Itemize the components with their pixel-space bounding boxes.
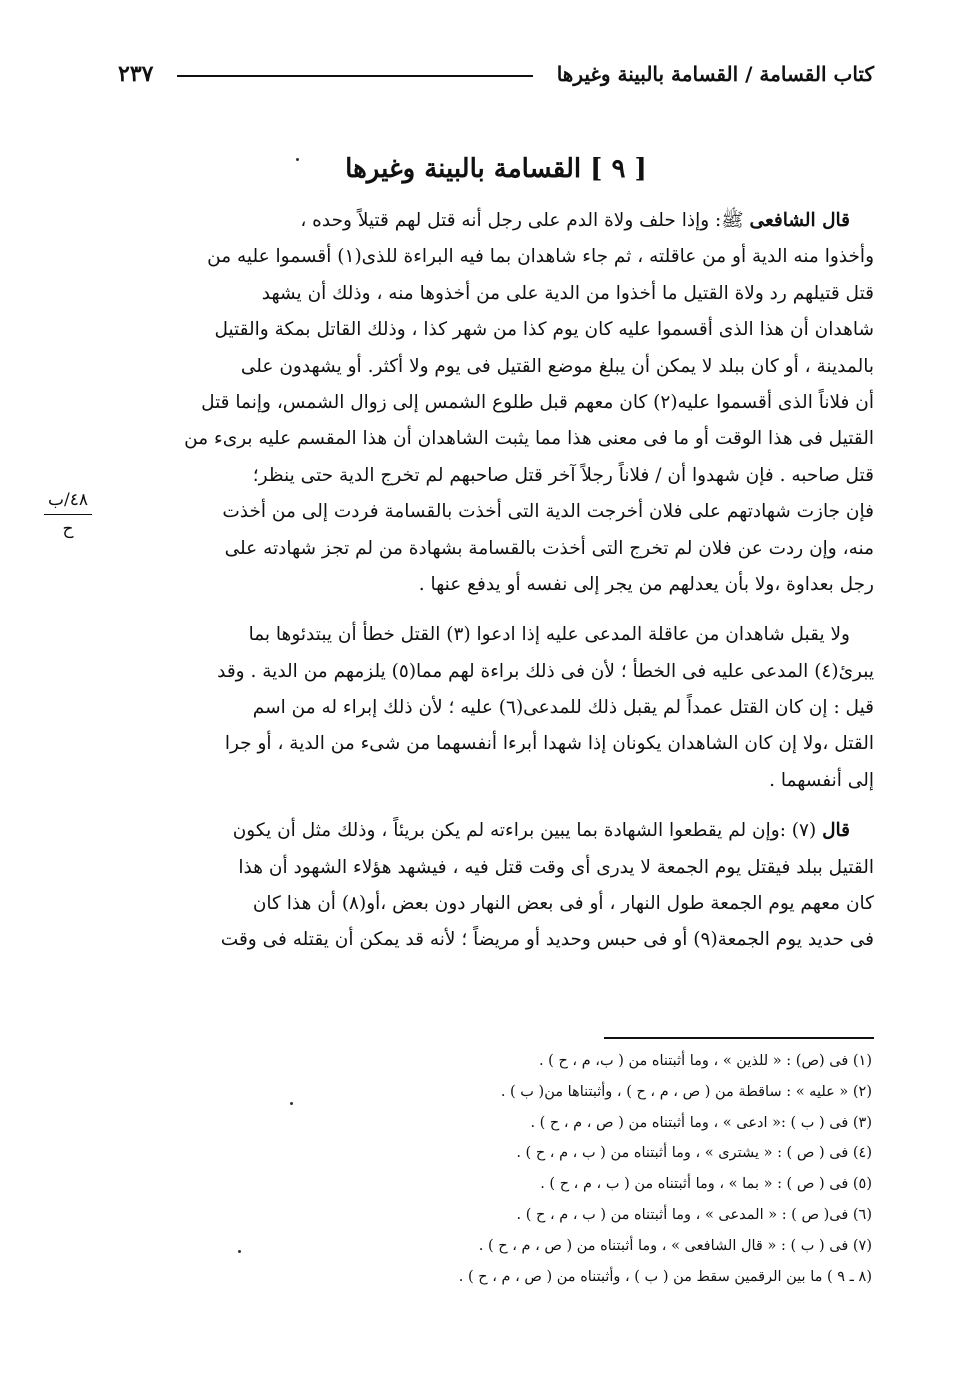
page-number: ٢٣٧ bbox=[118, 61, 154, 87]
footnote: (١) فى (ص) : « للذين » ، وما أثبتناه من ( ب، م ، ح ) . bbox=[538, 1053, 872, 1069]
footnote: (٥) فى ( ص ) : « بما » ، وما أثبتناه من ( ب ، م ، ح ) . bbox=[540, 1176, 872, 1193]
paragraph bbox=[128, 203, 874, 603]
margin-manuscript: ح bbox=[62, 519, 74, 539]
text-line: فإن جازت شهادتهم على فلان أخرجت الدية التى أخذت بالقسامة فردت إلى من أخذت bbox=[222, 501, 874, 523]
speck bbox=[290, 1102, 293, 1105]
text-line bbox=[128, 203, 874, 239]
text-line: القتل ،ولا إن كان الشاهدان يكونان إذا شهدا أبرءا أنفسهما من شىء من الدية ، أو جرا bbox=[224, 733, 874, 755]
paragraph bbox=[128, 617, 874, 799]
text-line: قيل : إن كان القتل عمداً لم يقبل ذلك للمدعى(٦) عليه ؛ لأن ذلك إبراء له من اسم bbox=[252, 697, 874, 719]
margin-folio: ٤٨/ب bbox=[48, 490, 88, 510]
text-line: قتل قتيلهم رد ولاة القتيل ما أخذوا من الدية على من أخذوها منه ، وذلك أن يشهد bbox=[261, 282, 874, 304]
paragraph-gap bbox=[128, 603, 874, 617]
text-line: أن فلاناً الذى أقسموا عليه(٢) كان معهم قبل طلوع الشمس إلى زوال الشمس، وإنما قتل bbox=[201, 391, 874, 413]
paragraph bbox=[128, 813, 874, 959]
text-line bbox=[128, 813, 874, 849]
text-line: منه، وإن ردت عن فلان لم تخرج التى أخذت بالقسامة بشهادة من لم تجز شهادته على bbox=[224, 537, 874, 559]
text-span: ﷺ: وإذا حلف ولاة الدم على رجل أنه قتل لهم قتيلاً وحده ، bbox=[300, 210, 744, 231]
footnote: (٢) « عليه » : ساقطة من ( ص ، م ، ح ) ، وأثبتناها من( ب ) . bbox=[500, 1083, 872, 1100]
margin-note bbox=[44, 490, 92, 539]
text-line: يبرئ(٤) المدعى عليه فى الخطأ ؛ لأن فى ذلك براءة لهم مما(٥) يلزمهم من الدية . وقد bbox=[217, 660, 874, 682]
speck bbox=[238, 1250, 241, 1253]
main-text bbox=[128, 203, 874, 959]
text-line: القتيل فى هذا الوقت أو ما فى معنى هذا مما يثبت الشاهدان أن هذا المقسم عليه برىء من bbox=[184, 428, 874, 450]
footnote: (٣) فى ( ب ) :« ادعى » ، وما أثبتناه من ( ص ، م ، ح ) . bbox=[530, 1114, 872, 1131]
footnotes bbox=[300, 1046, 872, 1292]
header-rule bbox=[177, 75, 532, 77]
text-line: فى حديد يوم الجمعة(٩) أو فى حبس وحديد أو مريضاً ؛ لأنه قد يمكن أن يقتله فى وقت bbox=[220, 929, 874, 951]
margin-rule bbox=[44, 514, 92, 515]
chapter-title: [ ٩ ] القسامة بالبينة وغيرها bbox=[345, 154, 647, 184]
text-line: إلى أنفسهما . bbox=[769, 769, 874, 791]
footnote: (٧) فى ( ب ) : « قال الشافعى » ، وما أثبتناه من ( ص ، م ، ح ) . bbox=[478, 1237, 872, 1254]
running-header bbox=[118, 56, 874, 92]
text-line: كان معهم يوم الجمعة طول النهار ، أو فى بعض النهار دون بعض ،أو(٨) أن هذا كان bbox=[252, 893, 874, 915]
text-line: وأخذوا منه الدية أو من عاقلته ، ثم جاء شاهدان بما فيه البراءة للذى(١) أقسموا عليه من bbox=[207, 246, 874, 268]
text-line: القتيل ببلد فيقتل يوم الجمعة لا يدرى أى وقت قتل فيه ، فيشهد هؤلاء الشهود أن هذا bbox=[238, 856, 874, 878]
speaker-label: قال bbox=[822, 820, 850, 842]
text-line: بالمدينة ، أو كان ببلد لا يمكن أن يبلغ موضع القتيل فى يوم ولا أكثر. أو يشهدون على bbox=[240, 355, 874, 377]
running-title: كتاب القسامة / القسامة بالبينة وغيرها bbox=[556, 62, 874, 86]
footnote: (٦) فى( ص ) : « المدعى » ، وما أثبتناه من ( ب ، م ، ح ) . bbox=[516, 1206, 872, 1223]
text-line: شاهدان أن هذا الذى أقسموا عليه كان يوم كذا من شهر كذا ، وذلك القاتل بمكة والقتيل bbox=[214, 319, 874, 341]
text-line: ولا يقبل شاهدان من عاقلة المدعى عليه إذا ادعوا (٣) القتل خطأ أن يبتدئوها بما bbox=[248, 624, 850, 646]
text-line: قتل صاحبه . فإن شهدوا أن / فلاناً رجلاً آخر قتل صاحبهم لم تخرج الدية حتى ينظر؛ bbox=[252, 464, 874, 486]
footnote-rule bbox=[604, 1037, 874, 1039]
footnote: (٤) فى ( ص ) : « يشترى » ، وما أثبتناه من ( ب ، م ، ح ) . bbox=[516, 1145, 872, 1162]
text-line: رجل بعداوة ،ولا بأن يعدلهم من يجر إلى نفسه أو يدفع عنها . bbox=[418, 573, 874, 595]
speaker-label: قال الشافعى bbox=[749, 210, 850, 231]
text-span: (٧) :وإن لم يقطعوا الشهادة بما يبين براءته لم يكن بريئاً ، وذلك مثل أن يكون bbox=[232, 820, 817, 842]
footnote: (٨ ـ ٩ ) ما بين الرقمين سقط من ( ب ) ، وأثبتناه من ( ص ، م ، ح ) . bbox=[458, 1268, 872, 1285]
paragraph-gap bbox=[128, 799, 874, 813]
